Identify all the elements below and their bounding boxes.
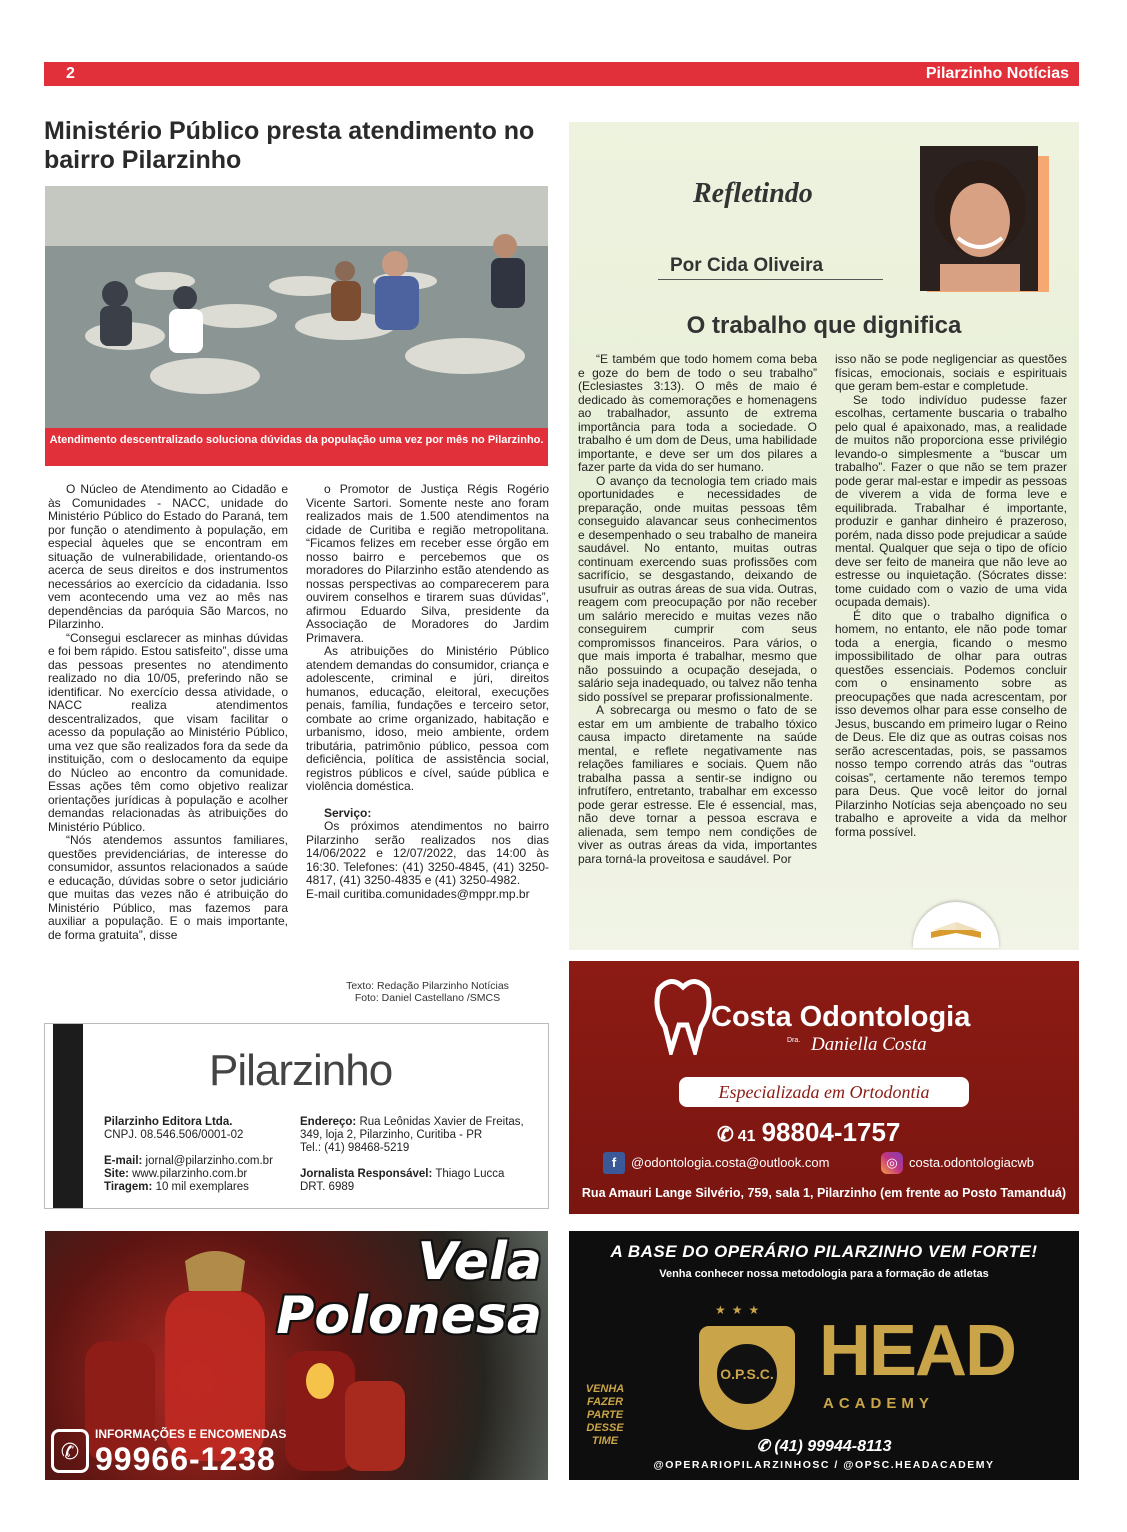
vela-title-line1: Vela [417, 1232, 542, 1292]
masthead-company-info [104, 1116, 273, 1194]
vela-info: INFORMAÇÕES E ENCOMENDAS [95, 1427, 287, 1441]
refletindo-column [569, 122, 1079, 950]
column-section-title: Refletindo [693, 178, 813, 209]
masthead-tel: Tel.: (41) 98468-5219 [300, 1142, 410, 1154]
academy-label: ACADEMY [823, 1395, 934, 1412]
whatsapp-icon: ✆ [717, 1124, 734, 1146]
whatsapp-icon: ✆ [756, 1438, 775, 1455]
head-logo: HEAD [819, 1311, 1016, 1391]
vela-phone[interactable]: 99966-1238 [95, 1441, 276, 1477]
masthead-address-info [300, 1116, 545, 1194]
article-paragraph: o Promotor de Justiça Régis Rogério Vicente Sartori. Somente neste ano foram realizados mais de 1.500 atendimentos na cidade de Curitiba e região metropolitana. “Ficamos felizes em receber esse órgão em nosso bairro e percebemos que os moradores do Pilarzinho estão atendendo as nossas perspectivas ao comparecerem para ouvirem conselhos e tirarem suas dúvidas”, afirmou Eduardo Silva, presidente da Associação de Moradores do Jardim Primavera. [306, 482, 549, 645]
column-paragraph: O avanço da tecnologia tem criado mais oportunidades e necessidades de preparação, onde muitas pessoas têm conseguido alavancar seus conhecimentos e desempenhado o seu trabalho de maneira saudável. No entanto, muitas outras continuam exercendo suas profissões com sacrifício, se desgastando, deixando de usufruir as outras áreas de sua vida. Outras, reagem com preocupação por não receber um salário merecido e muitas vezes não conseguirem cumprir com seus compromissos financeiros. Para vários, o que mais importa é trabalhar, mesmo que não possuindo a ocupação desejada, o salário seja inadequado, ou talvez não tenha sido possível se preparar profissionalmente. [578, 473, 817, 704]
odonto-area: 41 [737, 1128, 756, 1145]
column-text-2 [835, 353, 1067, 839]
operario-subtitle: Venha conhecer nossa metodologia para a formação de atletas [659, 1268, 989, 1280]
odonto-facebook[interactable] [603, 1152, 829, 1174]
odonto-doctor: Daniella Costa [811, 1034, 927, 1055]
operario-phone[interactable] [569, 1436, 1079, 1456]
portrait-icon [920, 146, 1038, 291]
masthead-box [44, 1023, 549, 1209]
site-label: Site: [104, 1168, 129, 1180]
address-label: Endereço: [300, 1116, 357, 1128]
article-paragraph: As atribuições do Ministério Público atendem demandas do consumidor, criança e adolescente, criminal e júri, direitos humanos, educação, eleitoral, execuções penais, família, fundações e terceiro setor, combate ao crime organizado, habitação e urbanismo, idoso, meio ambiente, ordem tributária, patrimônio público, pessoa com deficiência, política de assistência social, registros públicos e cível, saúde pública e violência doméstica. [306, 644, 549, 793]
odonto-address: Rua Amauri Lange Silvério, 759, sala 1, Pilarzinho (em frente ao Posto Tamanduá) [581, 1186, 1067, 1200]
odonto-phone-number: 98804-1757 [761, 1117, 901, 1147]
article-paragraph: “Consegui esclarecer as minhas dúvidas e foi bem rápido. Estou satisfeito”, disse uma das pessoas presentes no atendimento realizado no dia 10/05, preferindo não se identificar. No exercício dessa atividade, o NACC realiza atendimentos descentralizados, que visam facilitar o acesso da população ao Ministério Público, uma vez que são realizados fora da sede da instituição, com o deslocamento da equipe do Núcleo ao encontro da comunidade. Essas ações têm como objetivo realizar orientações jurídicas à população e acolher demandas relacionadas às atribuições do Ministério Público. [48, 630, 288, 834]
open-book-icon [913, 902, 999, 948]
phone-icon: ✆ [51, 1429, 89, 1473]
odonto-phone[interactable] [717, 1117, 900, 1148]
vela-title [276, 1232, 542, 1346]
article-column-1 [48, 483, 288, 942]
ad-costa-odontologia[interactable] [569, 961, 1079, 1214]
facebook-handle: @odontologia.costa@outlook.com [631, 1155, 830, 1170]
article-credits [306, 980, 549, 1004]
article-paragraph: “Nós atendemos assuntos familiares, questões previdenciárias, de interesse do consumidor, assuntos relacionados a saúde e educação, dúvidas sobre o setor judiciário que muitas das vezes não é atribuição do Ministério Público, mas fazemos para auxiliar a população. E o mais importante, de forma gratuita”, disse [48, 833, 288, 942]
operario-venha: VENHA FAZER PARTE DESSE TIME [585, 1383, 625, 1447]
article-column-2 [306, 483, 549, 901]
article-headline: Ministério Público presta atendimento no bairro Pilarzinho [44, 117, 535, 174]
facebook-icon: f [603, 1152, 625, 1174]
shield-text: O.P.S.C. [715, 1342, 779, 1406]
print-run: 10 mil exemplares [155, 1181, 249, 1193]
company-name: Pilarzinho Editora Ltda. [104, 1116, 233, 1128]
stars-icon: ★★★ [715, 1303, 766, 1317]
article-photo [45, 186, 548, 428]
journalist-name: Thiago Lucca [435, 1168, 505, 1180]
masthead-strip [53, 1024, 83, 1208]
service-email[interactable]: E-mail curitiba.comunidades@mppr.mp.br [306, 886, 530, 901]
journalist-drt: DRT. 6989 [300, 1181, 355, 1193]
club-shield-icon [699, 1326, 795, 1430]
odonto-dra: Dra. [787, 1037, 801, 1044]
column-paragraph: A sobrecarga ou mesmo o fato de se estar em um ambiente de trabalho tóxico causa impacto diretamente na saúde mental, e reflete negativamente nas relações familiares e sociais. Quem não trabalha passa a sentir-se indigno ou infrutífero, entretanto, trabalhar em excesso pode gerar estresse. Ele é essencial, mas, não deve tornar a pessoa escrava e alienada, sem tempo nem condições de viver as outras áreas da vida, importantes para torná-la proveitosa e saudável. Por [578, 703, 817, 866]
operario-title: A BASE DO OPERÁRIO PILARZINHO VEM FORTE! [610, 1242, 1038, 1261]
column-title: O trabalho que dignifica [686, 312, 962, 339]
column-paragraph: “E também que todo homem coma beba e goze do bem de todo o seu trabalho” (Eclesiastes 3:13). O mês de maio é dedicado às comemorações e homenagens ao trabalhador, assunto de extrema importância para toda a sociedade. O trabalho é um dom de Deus, uma habilidade importante, e deve ser um dos pilares a fazer parte da vida do ser humano. [578, 352, 817, 474]
ad-operario-pilarzinho[interactable] [569, 1231, 1079, 1480]
pilarzinho-logo: Pilarzinho [209, 1046, 393, 1095]
book-badge [913, 902, 999, 948]
photo-caption: Atendimento descentralizado soluciona dúvidas da população uma vez por mês no Pilarzinho. [45, 428, 548, 466]
print-label: Tiragem: [104, 1181, 153, 1193]
photo-credit: Foto: Daniel Castellano /SMCS [354, 992, 501, 1004]
odonto-title: Costa Odontologia [711, 1001, 971, 1033]
masthead-site[interactable]: www.pilarzinho.com.br [132, 1168, 248, 1180]
column-text-1 [578, 353, 817, 866]
tooth-icon [651, 975, 715, 1055]
author-underline [658, 279, 883, 280]
company-cnpj: CNPJ. 08.546.506/0001-02 [104, 1129, 244, 1141]
ad-vela-polonesa[interactable] [45, 1231, 548, 1480]
service-text: Os próximos atendimentos no bairro Pilarzinho serão realizados nos dias 14/06/2022 e 12/07/2022, das 14:00 às 16:30. Telefones: (41) 3250-4845, (41) 3250-4817, (41) 3250-4835 e (41) 3250-4982. [306, 819, 549, 887]
article-paragraph: O Núcleo de Atendimento ao Cidadão e às Comunidades - NACC, unidade do Ministério Público do Estado do Paraná, tem por função o atendimento à população, em especial àqueles que se encontram em situação de vulnerabilidade, orientando-os acerca de seus direitos e dos instrumentos necessários ao exercício da cidadania. Isso vem acontecendo uma vez ao mês nas dependências da paróquia São Marcos, no Pilarzinho. [48, 482, 288, 631]
instagram-handle: costa.odontologiacwb [909, 1155, 1035, 1170]
operario-phone-number: (41) 99944-8113 [774, 1438, 892, 1455]
page-number: 2 [66, 65, 75, 82]
instagram-icon: ◎ [881, 1152, 903, 1174]
operario-social[interactable]: @OPERARIOPILARZINHOSC / @OPSC.HEADACADEMY [653, 1459, 995, 1471]
masthead-address: Rua Leônidas Xavier de Freitas, 349, loja 2, Pilarzinho, Curitiba - PR [300, 1116, 524, 1141]
column-paragraph: Se todo indivíduo pudesse fazer escolhas, certamente buscaria o trabalho pelo qual é apaixonado, mas, a realidade de muitos não proporciona esse privilégio levando-o simplesmente a “buscar um trabalho”. Fazer o que não se tem prazer pode gerar mal-estar e impedir as pessoas de viverem a vida de forma leve e equilibrada. Trabalhar é importante, produzir e ganhar dinheiro é prazeroso, porém, nada disso pode prejudicar a saúde mental. Qualquer que seja o tipo de ofício deve ser feito de maneira que não leve ao estresse ou inquietação. (Sócrates disse: tome cuidado com o vazio de uma vida ocupada demais). [835, 392, 1067, 609]
column-paragraph: É dito que o trabalho dignifica o homem, no entanto, ele não pode tomar toda a energia, ficando o mesmo impossibilitado de olhar para outras questões essenciais. Podemos concluir com o ensinamento sobre as preocupações que nada acrescentam, por isso devemos olhar para esse conselho de Jesus, buscando em primeiro lugar o Reino de Deus. Ele diz que as outras coisas nos serão acrescentadas, pois, se passamos nosso tempo correndo atrás das “outras coisas”, certamente não teremos tempo para Deus. Que você leitor do jornal Pilarzinho Notícias seja abençoado no seu trabalho e aproveite a vida da melhor forma possível. [835, 608, 1067, 839]
odonto-specialty: Especializada em Ortodontia [679, 1077, 969, 1107]
author-portrait [920, 146, 1038, 291]
column-author: Por Cida Oliveira [670, 255, 824, 276]
column-paragraph: isso não se pode negligenciar as questões físicas, emocionais, sociais e espirituais que geram bem-estar e completude. [835, 352, 1067, 393]
vela-title-line2: Polonesa [276, 1286, 542, 1346]
masthead-email[interactable]: jornal@pilarzinho.com.br [145, 1155, 273, 1167]
text-credit: Texto: Redação Pilarzinho Notícias [346, 980, 509, 992]
photo-illustration [45, 186, 548, 428]
publication-name: Pilarzinho Notícias [925, 65, 1069, 82]
journalist-label: Jornalista Responsável: [300, 1168, 433, 1180]
page-header-bar [44, 62, 1079, 86]
odonto-instagram[interactable] [881, 1152, 1034, 1174]
email-label: E-mail: [104, 1155, 143, 1167]
service-title: Serviço: [324, 805, 372, 820]
